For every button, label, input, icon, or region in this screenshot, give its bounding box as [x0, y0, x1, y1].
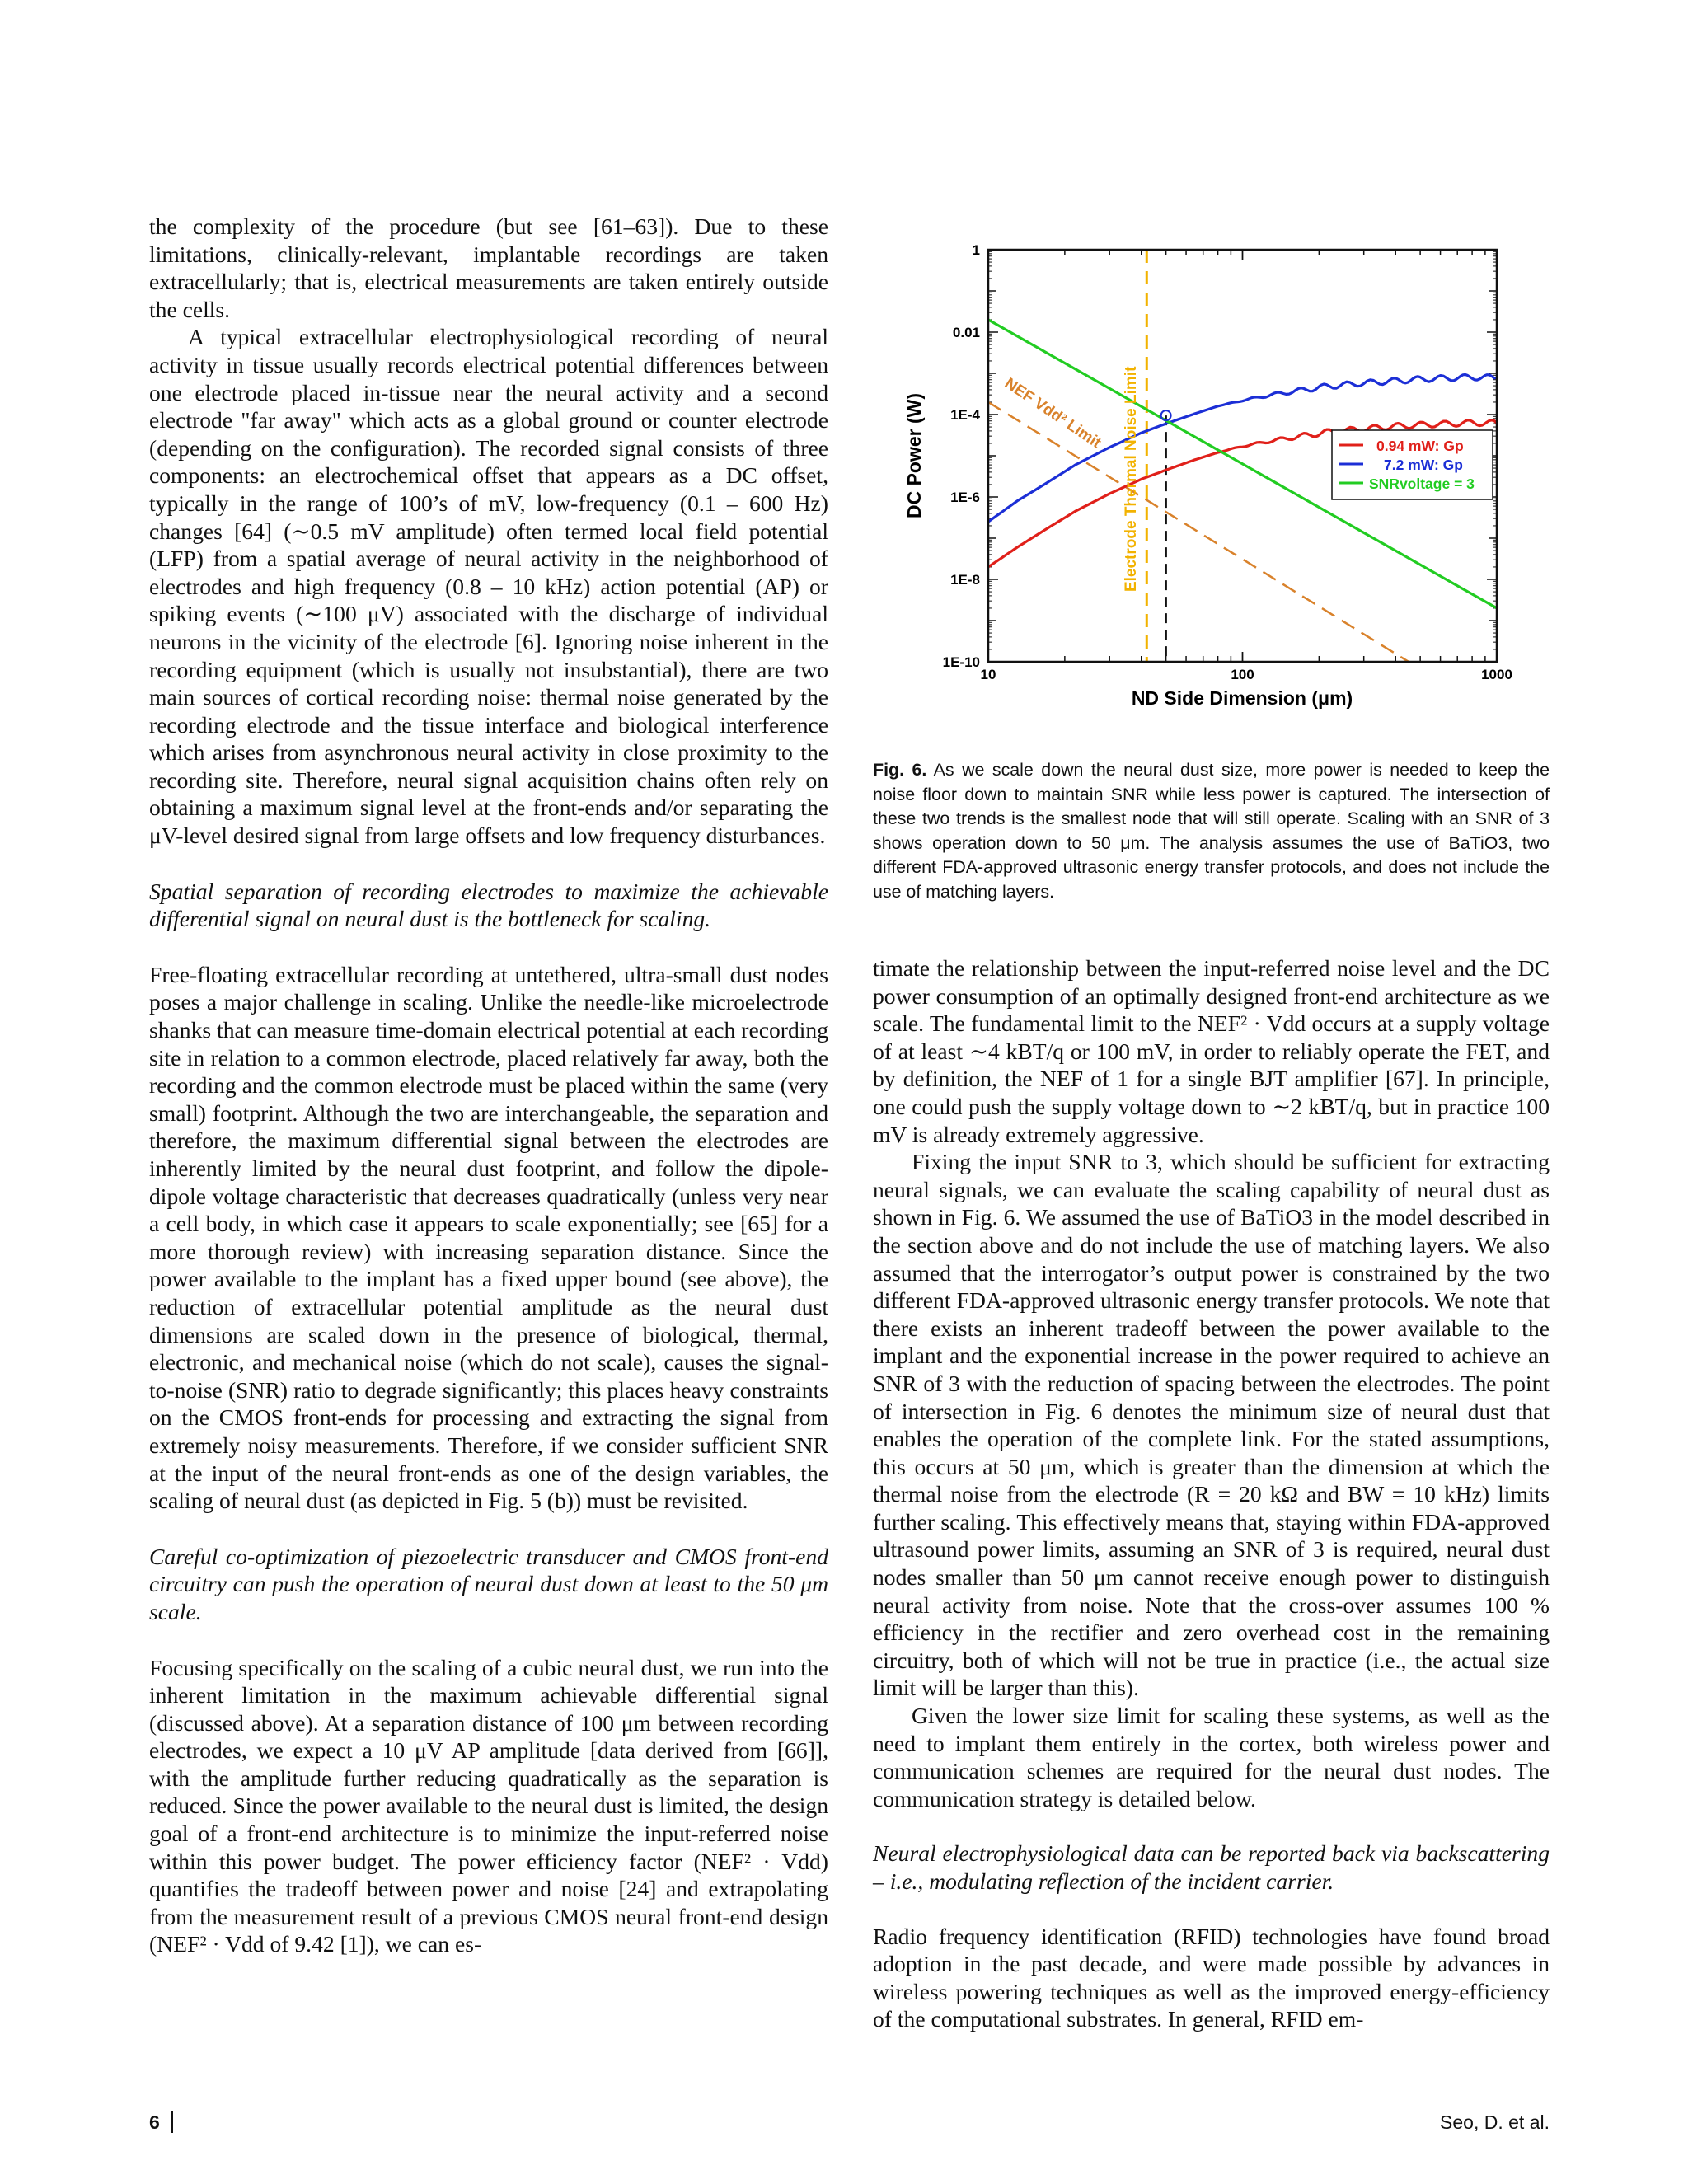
paragraph: the complexity of the procedure (but see [61–63]). Due to these limitations, clinically-relevant, implantable recordings are taken extracellularly; that is, electrical measurements are taken entirely outside the cells.	[149, 213, 828, 322]
paragraph: A typical extracellular electrophysiological recording of neural activity in tissue usually records electrical potential differences between one electrode placed in-tissue near the neural activity and a second electrode "far away" which acts as a global ground or counter electrode (depending on the configuration). The recorded signal consists of three components: an electrochemical offset that appears as a DC offset, typically in the range of 100’s of mV, low-frequency (0.1 – 600 Hz) changes [64] (∼0.5 mV amplitude) often termed local field potential (LFP) from a spatial average of neural activity in the neighborhood of electrodes and high frequency (0.8 – 10 kHz) action potential (AP) or spiking events (∼100 μV) associated with the discharge of individual neurons in the vicinity of the electrode [6]. Ignoring noise inherent in the recording equipment (which is usually not insubstantial), there are two main sources of cortical recording noise: thermal noise generated by the recording electrode and the tissue interface and biological interference which arises from asynchronous neural activity in close proximity to the recording site. Therefore, neural signal acquisition chains often rely on obtaining a maximum signal level at the front-ends and/or separating the μV-level desired signal from large offsets and low frequency disturbances.	[149, 324, 828, 849]
section-highlight: Neural electrophysiological data can be reported back via backscattering – i.e., modulating reflection of the incident carrier.	[873, 1840, 1550, 1894]
legend-entry: SNRvoltage = 3	[1369, 476, 1475, 492]
thermal-limit-label: Electrode Thermal Noise Limit	[1122, 366, 1140, 593]
running-author: Seo, D. et al.	[1440, 2111, 1550, 2133]
legend-entry: 7.2 mW: Gp	[1384, 457, 1463, 473]
figure-label: Fig. 6.	[873, 760, 927, 780]
caption-text: As we scale down the neural dust size, more power is needed to keep the noise floor down to maintain SNR while less power is captured. The intersection of these two trends is the smallest node that will still operate. Scaling with an SNR of 3 shows operation down to 50 μm. The analysis assumes the use of BaTiO3, two different FDA-approved ultrasonic energy transfer protocols, and does not include the use of matching layers.	[873, 760, 1550, 902]
right-column	[873, 954, 1550, 2033]
y-axis-label: DC Power (W)	[903, 392, 925, 519]
x-tick-label: 1000	[1481, 667, 1512, 682]
legend	[1332, 430, 1493, 499]
legend-entry: 0.94 mW: Gp	[1376, 438, 1464, 454]
paragraph: timate the relationship between the input-referred noise level and the DC power consumption of an optimally designed front-end architecture as we scale. The fundamental limit to the NEF² · Vdd occurs at a supply voltage of at least ∼4 kBT/q or 100 mV, in order to reliably operate the FET, and by definition, the NEF of 1 for a single BJT amplifier [67]. In principle, one could push the supply voltage down to ∼2 kBT/q, but in practice 100 mV is already extremely aggressive.	[873, 955, 1550, 1147]
x-tick-label: 100	[1231, 667, 1254, 682]
paragraph: Given the lower size limit for scaling these systems, as well as the need to implant them entirely in the cortex, both wireless power and communication schemes are required for the neural dust nodes. The communication strategy is detailed below.	[873, 1703, 1550, 1811]
y-tick-label: 1E-10	[942, 654, 980, 670]
section-highlight: Careful co-optimization of piezoelectric transducer and CMOS front-end circuitry can push the operation of neural dust down at least to the 50 μm scale.	[149, 1543, 828, 1624]
section-highlight: Spatial separation of recording electrodes to maximize the achievable differential signal on neural dust is the bottleneck for scaling.	[149, 878, 828, 932]
y-tick-label: 0.01	[952, 325, 980, 340]
paragraph: Fixing the input SNR to 3, which should be sufficient for extracting neural signals, we can evaluate the scaling capability of neural dust as shown in Fig. 6. We assumed the use of BaTiO3 in the model described in the section above and do not include the use of matching layers. We also assumed that the interrogator’s output power is constrained by the two different FDA-approved ultrasonic energy transfer protocols. We note that there exists an inherent tradeoff between the power available to the implant and the exponential increase in the power required to achieve an SNR of 3 with the reduction of spacing between the electrodes. The point of intersection in Fig. 6 denotes the minimum size of neural dust that enables the operation of the complete link. For the stated assumptions, this occurs at 50 μm, which is greater than the dimension at which the thermal noise from the electrode (R = 20 kΩ and BW = 10 kHz) limits further scaling. This effectively means that, staying within FDA-approved ultrasound power limits, assuming an SNR of 3 is required, neural dust nodes smaller than 50 μm cannot receive enough power to distinguish neural activity from noise. Note that the cross-over assumes 100 % efficiency in the rectifier and zero overhead cost in the remaining circuitry, both of which will not be true in practice (i.e., the actual size limit will be larger than this).	[873, 1149, 1550, 1701]
page-number: 6	[149, 2111, 173, 2134]
left-column	[149, 213, 828, 1958]
x-axis-label: ND Side Dimension (μm)	[1131, 687, 1353, 709]
y-tick-label: 1E-6	[950, 490, 980, 505]
paragraph: Focusing specifically on the scaling of a cubic neural dust, we run into the inherent limitation in the maximum achievable differential signal (discussed above). At a separation distance of 100 μm between recording electrodes, we expect a 10 μV AP amplitude [data derived from [66]], with the amplitude further reducing quadratically as the separation is reduced. Since the power available to the neural dust is limited, the design goal of a front-end architecture is to minimize the input-referred noise within this power budget. The power efficiency factor (NEF² · Vdd) quantifies the tradeoff between power and noise [24] and extrapolating from the measurement result of a previous CMOS neural front-end design (NEF² · Vdd of 9.42 [1]), we can es-	[149, 1654, 828, 1957]
x-tick-label: 10	[980, 667, 996, 682]
y-tick-label: 1E-4	[950, 407, 980, 423]
paragraph: Free-floating extracellular recording at untethered, ultra-small dust nodes poses a major challenge in scaling. Unlike the needle-like microelectrode shanks that can measure time-domain electrical potential at each recording site in relation to a common electrode, placed relatively far away, both the recording and the common electrode must be placed within the same (very small) footprint. Although the two are interchangeable, the separation and therefore, the maximum differential signal between the electrodes are inherently limited by the neural dust footprint, and follow the dipole-dipole voltage characteristic that decreases quadratically (unless very near a cell body, in which case it appears to scale exponentially; see [65] for a more thorough review) with increasing separation distance. Since the power available to the implant has a fixed upper bound (see above), the reduction of extracellular potential amplitude as the neural dust dimensions are scaled down in the presence of biological, thermal, electronic, and mechanical noise (which do not scale), causes the signal-to-noise (SNR) ratio to degrade significantly; this places heavy constraints on the CMOS front-ends for processing and extracting the signal from extremely noisy measurements. Therefore, if we consider sufficient SNR at the input of the neural front-ends as one of the design variables, the scaling of neural dust (as depicted in Fig. 5 (b)) must be revisited.	[149, 961, 828, 1514]
y-tick-label: 1E-8	[950, 572, 980, 588]
figure-caption	[873, 758, 1550, 905]
power-scaling-chart	[873, 221, 1550, 715]
y-tick-label: 1	[972, 242, 980, 258]
paragraph: Radio frequency identification (RFID) technologies have found broad adoption in the past decade, and were made possible by advances in wireless powering techniques as well as the improved energy-efficiency of the computational substrates. In general, RFID em-	[873, 1923, 1550, 2032]
nef-limit-label: NEF Vdd² Limit	[1001, 374, 1104, 452]
